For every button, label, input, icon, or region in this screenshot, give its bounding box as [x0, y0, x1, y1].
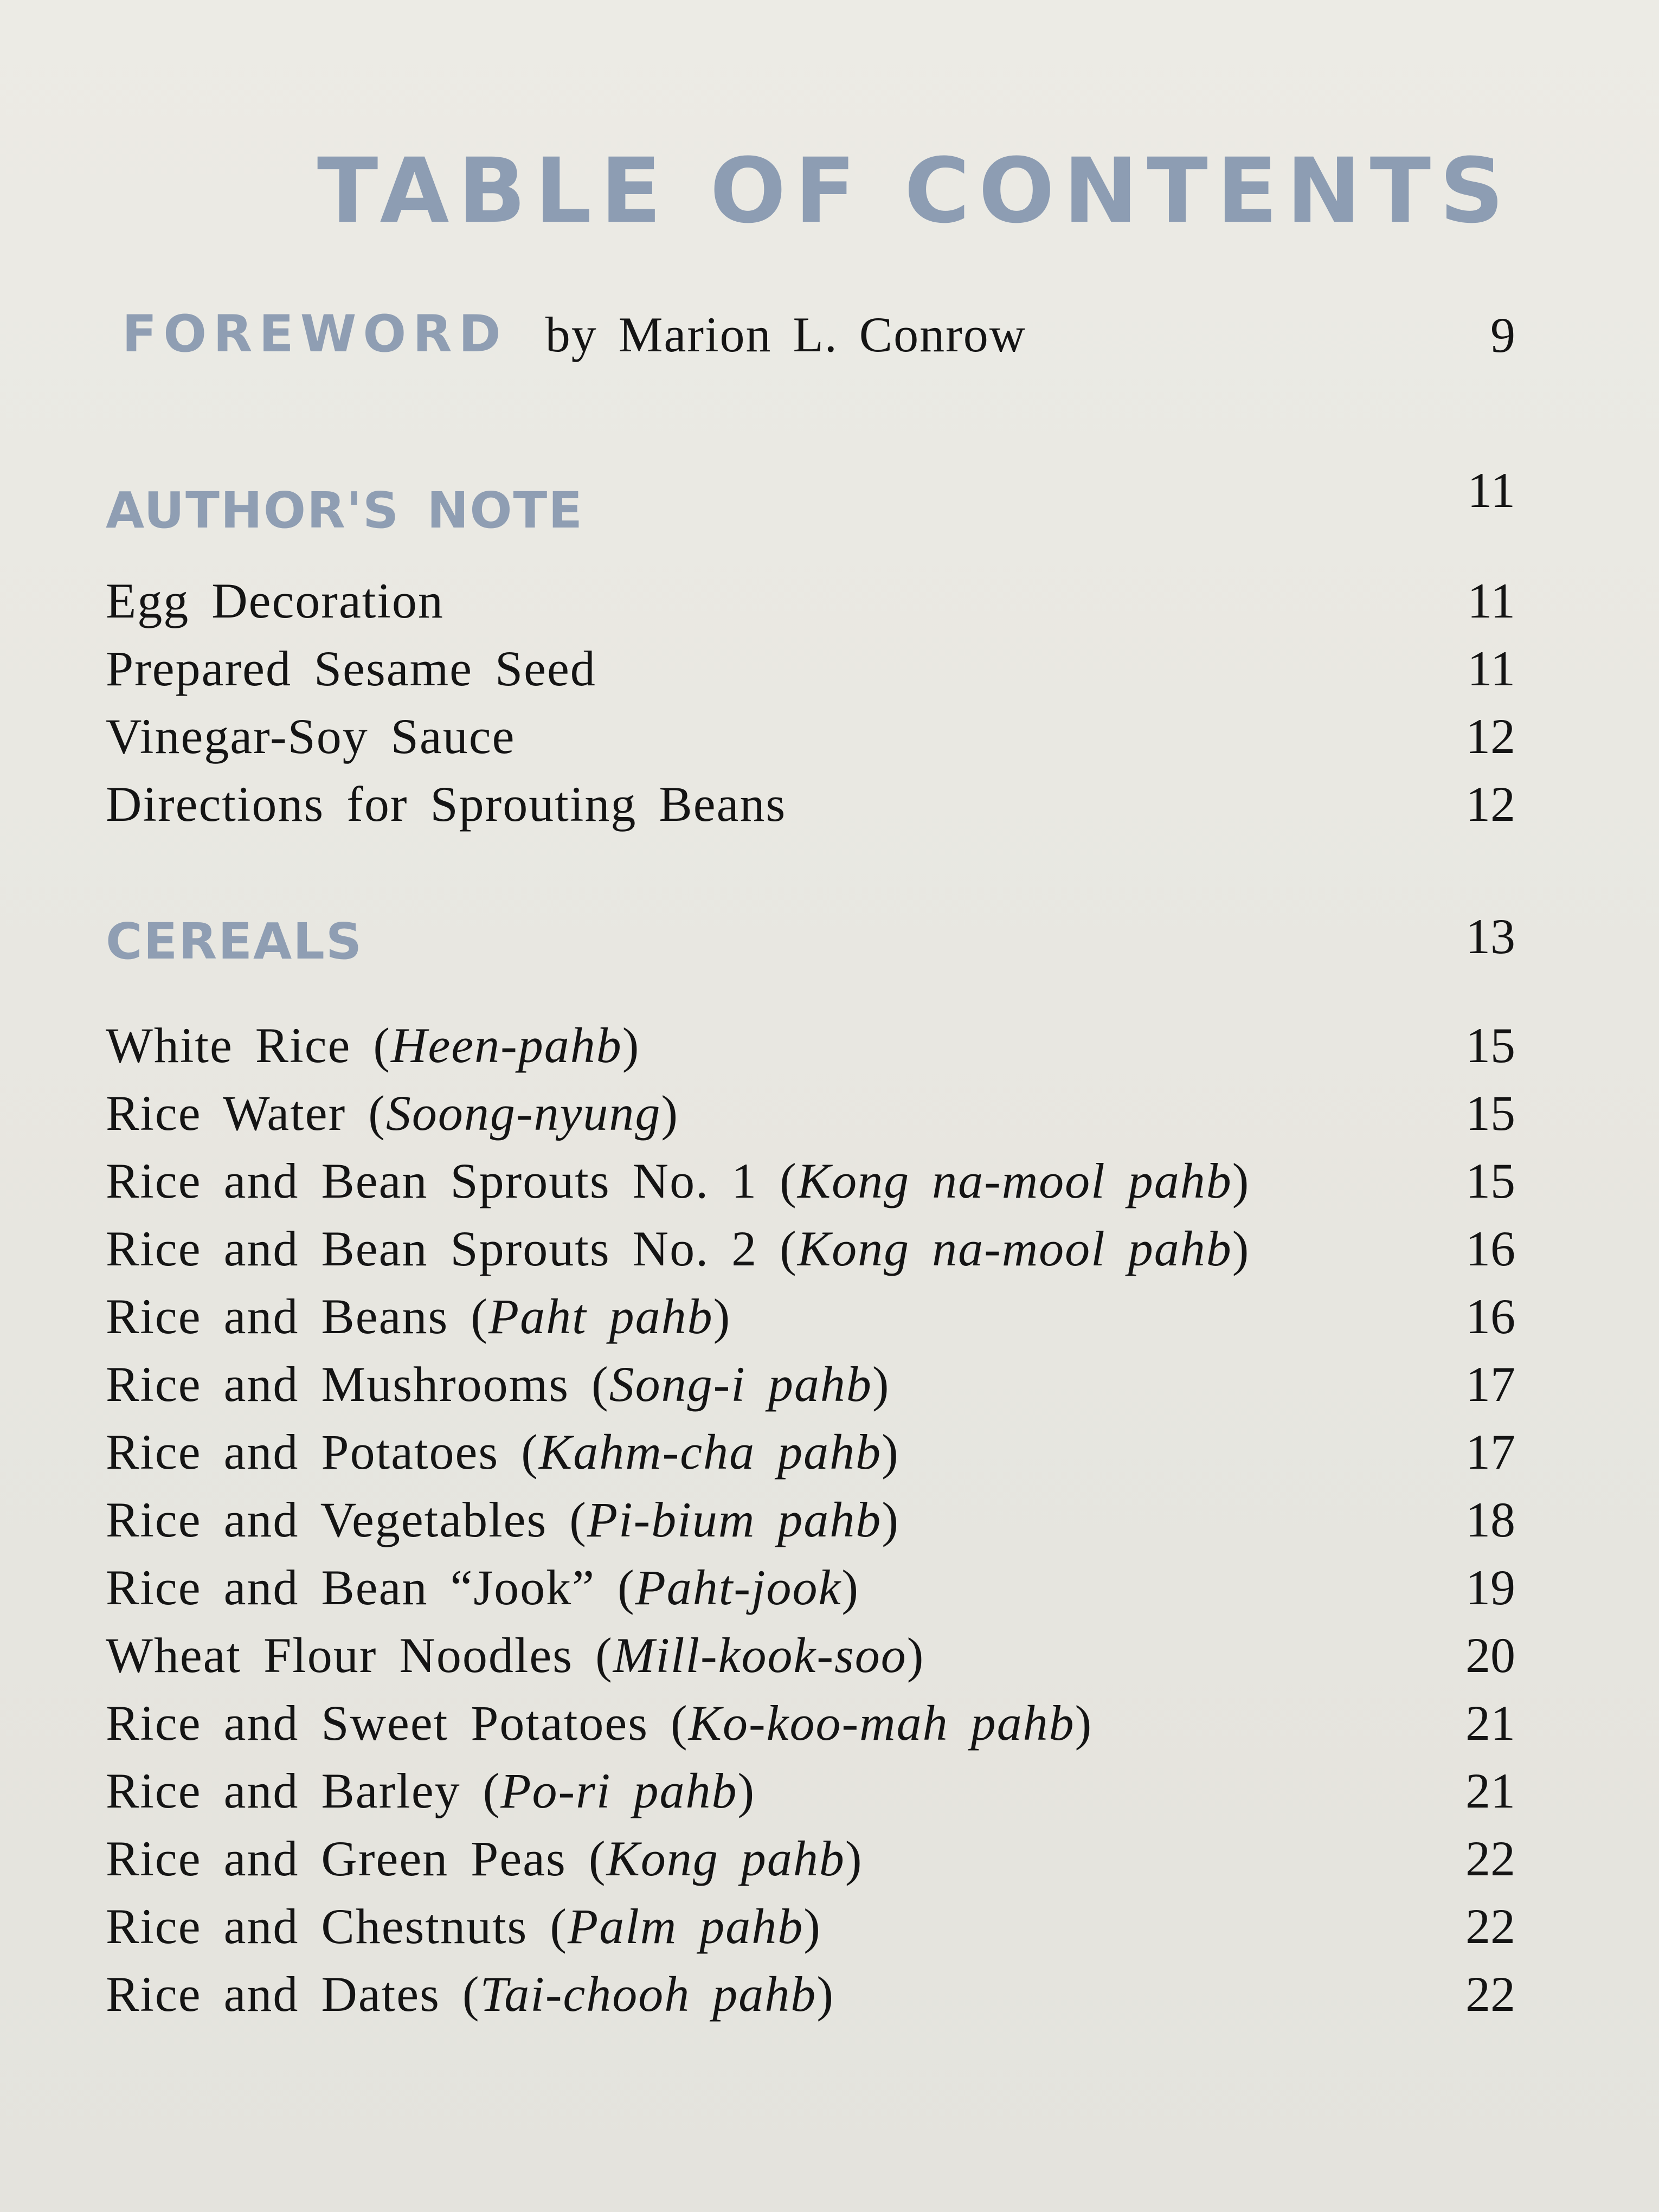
foreword-label: FOREWORD	[122, 305, 507, 364]
toc-entry: White Rice (Heen-pahb) 15	[106, 1018, 1515, 1073]
entry-title: Wheat Flour Noodles	[106, 1628, 574, 1683]
entry-korean-name: Heen-pahb	[391, 1018, 622, 1073]
toc-entry: Rice and Green Peas (Kong pahb) 22	[106, 1831, 1515, 1886]
entry-page-number: 17	[1465, 1424, 1515, 1480]
entry-title: Rice and Green Peas	[106, 1831, 567, 1886]
entry-title: Rice and Sweet Potatoes	[106, 1695, 649, 1751]
entry-page-number: 11	[1467, 641, 1515, 696]
toc-entry: Rice and Mushrooms (Song-i pahb) 17	[106, 1356, 1515, 1412]
entry-page-number: 15	[1465, 1018, 1515, 1073]
entry-title: Egg Decoration	[106, 573, 444, 628]
entry-title: White Rice	[106, 1018, 351, 1073]
toc-entry: Rice and Chestnuts (Palm pahb) 22	[106, 1899, 1515, 1954]
foreword-row	[122, 305, 1515, 371]
entry-page-number: 12	[1465, 776, 1515, 832]
entry-title: Rice and Bean Sprouts No. 2	[106, 1221, 758, 1276]
toc-entry	[106, 641, 1515, 705]
entry-title: Rice and Potatoes	[106, 1424, 499, 1480]
toc-entry: Rice and Bean “Jook” (Paht-jook) 19	[106, 1560, 1515, 1615]
entry-korean-name: Kong pahb	[606, 1831, 845, 1886]
section-label: AUTHOR'S NOTE	[106, 481, 584, 539]
entry-korean-name: Pi-bium pahb	[587, 1492, 882, 1547]
foreword-byline: by Marion L. Conrow	[545, 307, 1027, 362]
toc-entry	[106, 776, 1515, 840]
entry-korean-name: Soong-nyung	[385, 1085, 661, 1141]
entry-title: Rice and Mushrooms	[106, 1356, 570, 1412]
entry-title: Rice and Vegetables	[106, 1492, 548, 1547]
entry-page-number: 17	[1465, 1356, 1515, 1412]
entry-page-number: 16	[1465, 1221, 1515, 1276]
section-page-number: 13	[1465, 909, 1515, 964]
entry-korean-name: Kong na-mool pahb	[797, 1153, 1232, 1208]
toc-entry: Wheat Flour Noodles (Mill-kook-soo) 20	[106, 1628, 1515, 1683]
toc-entry: Rice and Bean Sprouts No. 1 (Kong na-mool pahb) 15	[106, 1153, 1515, 1208]
section-page-number: 11	[1467, 462, 1515, 518]
toc-entry: Rice and Bean Sprouts No. 2 (Kong na-mool pahb) 16	[106, 1221, 1515, 1276]
entry-korean-name: Tai-chooh pahb	[480, 1966, 817, 2022]
entry-page-number: 16	[1465, 1289, 1515, 1344]
toc-entry: Rice and Vegetables (Pi-bium pahb) 18	[106, 1492, 1515, 1547]
entry-korean-name: Paht pahb	[488, 1289, 713, 1344]
entry-title: Rice and Chestnuts	[106, 1899, 528, 1954]
entry-korean-name: Po-ri pahb	[500, 1763, 738, 1818]
entry-korean-name: Palm pahb	[568, 1899, 804, 1954]
toc-entry: Rice and Dates (Tai-chooh pahb) 22	[106, 1966, 1515, 2022]
entry-title: Rice and Barley	[106, 1763, 461, 1818]
entry-page-number: 15	[1465, 1153, 1515, 1208]
entry-korean-name: Kong na-mool pahb	[797, 1221, 1232, 1276]
toc-entry: Rice and Barley (Po-ri pahb) 21	[106, 1763, 1515, 1818]
entry-page-number: 22	[1465, 1899, 1515, 1954]
entry-title: Vinegar-Soy Sauce	[106, 709, 516, 764]
entry-title: Rice Water	[106, 1085, 346, 1141]
toc-entry	[106, 709, 1515, 773]
entry-korean-name: Kahm-cha pahb	[538, 1424, 882, 1480]
entry-title: Rice and Dates	[106, 1966, 440, 2022]
entry-page-number: 20	[1465, 1628, 1515, 1683]
entry-page-number: 22	[1465, 1831, 1515, 1886]
entry-page-number: 15	[1465, 1085, 1515, 1141]
toc-entry: Rice and Sweet Potatoes (Ko-koo-mah pahb) 21	[106, 1695, 1515, 1751]
foreword-page-number: 9	[1490, 307, 1515, 363]
entry-page-number: 18	[1465, 1492, 1515, 1547]
entry-korean-name: Ko-koo-mah pahb	[688, 1695, 1075, 1751]
entry-korean-name: Paht-jook	[635, 1560, 842, 1615]
entry-page-number: 12	[1465, 709, 1515, 764]
entry-page-number: 22	[1465, 1966, 1515, 2022]
entry-title: Rice and Bean “Jook”	[106, 1560, 595, 1615]
entry-page-number: 11	[1467, 573, 1515, 628]
entry-title: Prepared Sesame Seed	[106, 641, 596, 696]
toc-entry: Rice and Potatoes (Kahm-cha pahb) 17	[106, 1424, 1515, 1480]
toc-entry: Rice Water (Soong-nyung) 15	[106, 1085, 1515, 1141]
entry-korean-name: Mill-kook-soo	[613, 1628, 907, 1683]
toc-entry	[106, 573, 1515, 637]
entry-korean-name: Song-i pahb	[609, 1356, 872, 1412]
entry-page-number: 21	[1465, 1763, 1515, 1818]
toc-entry: Rice and Beans (Paht pahb) 16	[106, 1289, 1515, 1344]
section-header-authors-note	[106, 462, 1515, 539]
page-title: TABLE OF CONTENTS	[317, 139, 1513, 243]
entry-title: Rice and Bean Sprouts No. 1	[106, 1153, 758, 1208]
section-header-cereals	[106, 911, 1515, 970]
entry-page-number: 21	[1465, 1695, 1515, 1751]
section-label: CEREALS	[106, 912, 363, 970]
entry-title: Directions for Sprouting Beans	[106, 776, 787, 832]
entry-page-number: 19	[1465, 1560, 1515, 1615]
entry-title: Rice and Beans	[106, 1289, 449, 1344]
